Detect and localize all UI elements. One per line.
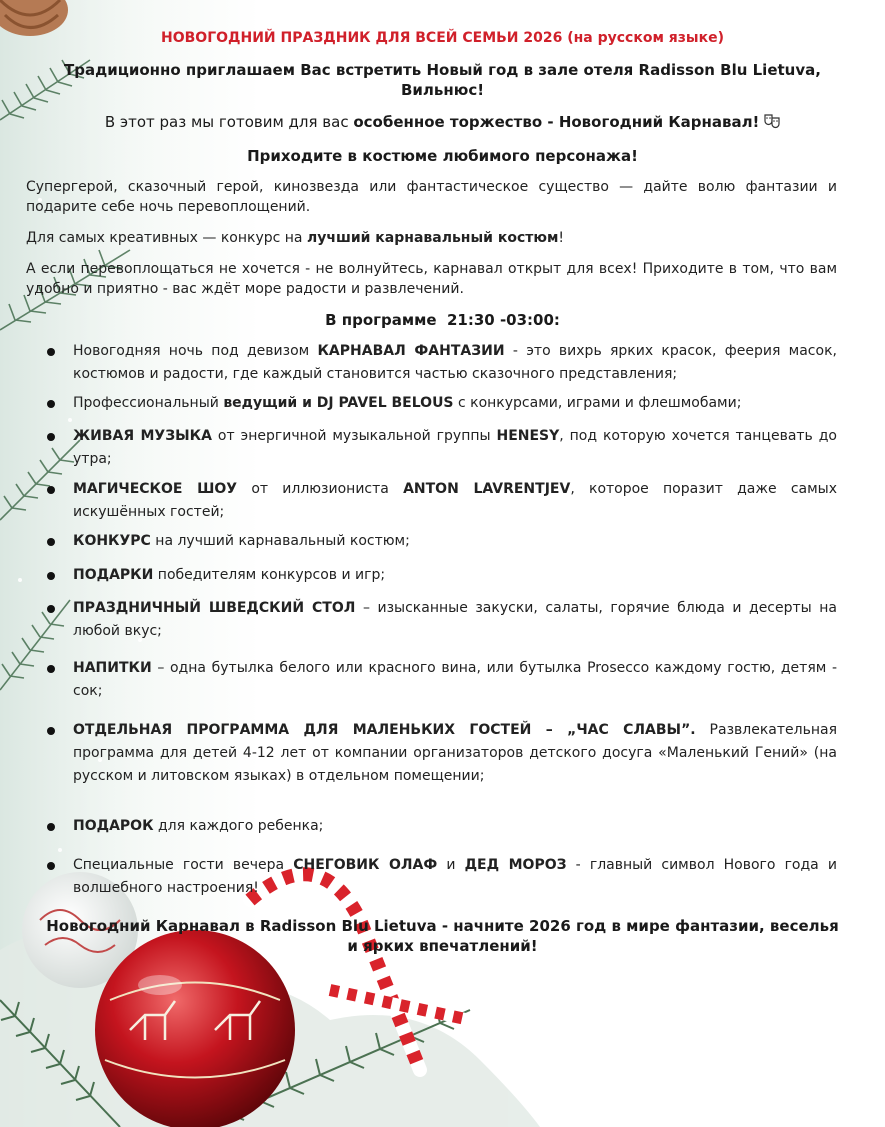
- program-label: В программе: [325, 311, 437, 329]
- list-bullet: [47, 486, 55, 494]
- list-item-bold: ПРАЗДНИЧНЫЙ ШВЕДСКИЙ СТОЛ: [73, 600, 356, 616]
- costume-call: Приходите в костюме любимого персонажа!: [247, 147, 638, 165]
- list-item-pre: Специальные гости вечера: [73, 857, 294, 873]
- list-item-post: на лучший карнавальный костюм;: [150, 533, 410, 549]
- list-bullet: [47, 605, 55, 613]
- list-item-bold: НАПИТКИ: [73, 660, 152, 676]
- program-time: 21:30 -03:00:: [446, 311, 560, 329]
- list-item-post: победителям конкурсов и игр;: [153, 567, 386, 583]
- paragraph-characters: Супергерой, сказочный герой, кинозвезда или фантастическое существо — дайте волю фантазии и подарите себе ночь перевоплощений.: [26, 179, 837, 215]
- list-bullet: [47, 433, 55, 441]
- list-item-bold2: ANTON LAVRENTJEV: [403, 481, 571, 497]
- contest-lead: Для самых креативных — конкурс на: [26, 230, 307, 246]
- list-bullet: [47, 400, 55, 408]
- list-item: [73, 657, 837, 703]
- list-bullet: [47, 665, 55, 673]
- intro-text: Традиционно приглашаем Вас встретить Новый год в зале отеля Radisson Blu Lietuva, Вильнюс!: [64, 61, 821, 99]
- list-bullet: [47, 727, 55, 735]
- list-item-post: для каждого ребенка;: [153, 818, 324, 834]
- page-title: НОВОГОДНИЙ ПРАЗДНИК ДЛЯ ВСЕЙ СЕМЬИ 2026 (на русском языке): [161, 30, 724, 46]
- announcement-highlight: особенное торжество - Новогодний Карнавал!: [353, 113, 760, 131]
- list-item: [73, 597, 837, 643]
- list-item-post: – изысканные закуски, салаты, горячие блюда и десерты на любой вкус;: [73, 600, 838, 639]
- list-item: [73, 564, 837, 587]
- closing-text: Новогодний Карнавал в Radisson Blu Lietuva - начните 2026 год в мире фантазии, веселья и ярких впечатлений!: [46, 917, 839, 955]
- list-item-bold: ведущий и DJ PAVEL BELOUS: [223, 395, 454, 411]
- list-item-mid: и: [437, 857, 465, 873]
- list-item-bold: ПОДАРОК: [73, 818, 154, 834]
- list-item-bold2: HENESY: [496, 428, 560, 444]
- list-bullet: [47, 823, 55, 831]
- list-item: [73, 478, 837, 524]
- list-item-bold: МАГИЧЕСКОЕ ШОУ: [73, 481, 238, 497]
- list-item-post: с конкурсами, играми и флешмобами;: [453, 395, 742, 411]
- list-item: [73, 530, 837, 553]
- program-heading: [40, 310, 845, 330]
- list-item-post: – одна бутылка белого или красного вина, или бутылка Prosecco каждому гостю, детям - сок;: [73, 660, 837, 699]
- list-item-post: Развлекательная программа для детей 4-12 лет от компании организаторов детского досуга «Маленький Гений» (на русском и литовском языках) в отдельном помещении;: [73, 722, 837, 784]
- list-item: [73, 719, 837, 788]
- list-bullet: [47, 348, 55, 356]
- list-item-mid: от энергичной музыкальной группы: [211, 428, 497, 444]
- list-item: [73, 392, 837, 415]
- carnival-announcement: [40, 112, 845, 132]
- list-item-mid: от иллюзиониста: [237, 481, 404, 497]
- list-item-post: - главный символ Нового года и волшебного настроения!: [73, 857, 837, 896]
- list-item-post: , под которую хочется танцевать до утра;: [73, 428, 837, 467]
- list-item-post: - это вихрь ярких красок, феерия масок, костюмов и радости, где каждый становится частью сказочного представления;: [73, 343, 837, 382]
- list-item: [73, 425, 837, 471]
- announcement-lead: В этот раз мы готовим для вас: [104, 113, 354, 131]
- paragraph-open-for-all: А если перевоплощаться не хочется - не волнуйтесь, карнавал открыт для всех! Приходите в том, что вам удобно и приятно - вас ждёт море радости и развлечений.: [26, 261, 837, 297]
- list-item-post: , которое поразит даже самых искушённых гостей;: [73, 481, 838, 520]
- list-item-pre: Профессиональный: [73, 395, 224, 411]
- list-item: [73, 340, 837, 386]
- paragraph-contest: [26, 228, 837, 248]
- theater-masks-icon: [764, 113, 780, 129]
- list-item-bold: КОНКУРС: [73, 533, 151, 549]
- contest-highlight: лучший карнавальный костюм: [306, 230, 559, 246]
- list-item-bold: ОТДЕЛЬНАЯ ПРОГРАММА ДЛЯ МАЛЕНЬКИХ ГОСТЕЙ – „ЧАС СЛАВЫ”.: [73, 722, 696, 738]
- list-bullet: [47, 572, 55, 580]
- list-item-bold: ЖИВАЯ МУЗЫКА: [73, 428, 212, 444]
- list-bullet: [47, 862, 55, 870]
- list-item: [73, 815, 837, 838]
- list-bullet: [47, 538, 55, 546]
- contest-tail: !: [558, 230, 565, 246]
- list-item-pre: Новогодняя ночь под девизом: [73, 343, 318, 359]
- list-item: [73, 854, 837, 900]
- list-item-bold2: ДЕД МОРОЗ: [464, 857, 567, 873]
- list-item-bold: ПОДАРКИ: [73, 567, 154, 583]
- list-item-bold: КАРНАВАЛ ФАНТАЗИИ: [317, 343, 505, 359]
- list-item-bold: СНЕГОВИК ОЛАФ: [293, 857, 438, 873]
